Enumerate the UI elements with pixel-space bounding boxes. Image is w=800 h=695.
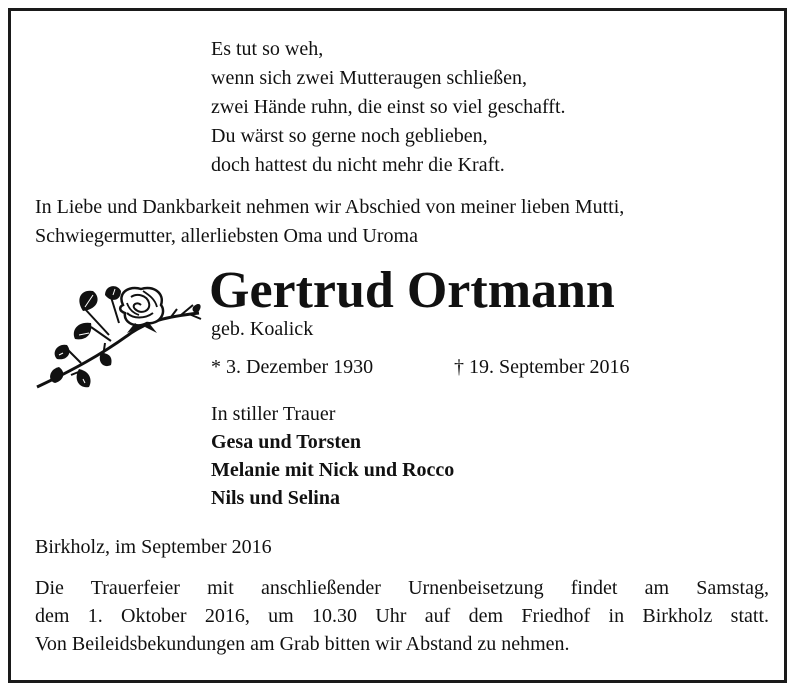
intro-line: In Liebe und Dankbarkeit nehmen wir Abschied von meiner lieben Mutti, [35,196,625,218]
maiden-name: geb. Koalick [211,318,314,340]
rose-icon [31,283,203,393]
funeral-notice [35,574,769,658]
poem-line: Es tut so weh, [211,38,324,60]
death-date: † 19. September 2016 [454,356,630,378]
mourners-block [211,400,454,512]
mourner-name: Nils und Selina [211,487,340,509]
poem-line: wenn sich zwei Mutteraugen schließen, [211,67,528,89]
notice-line: dem 1. Oktober 2016, um 10.30 Uhr auf dem Friedhof in Birkholz statt. [35,605,769,627]
memorial-poem [211,35,566,180]
notice-line: Die Trauerfeier mit anschließender Urnenbeisetzung findet am Samstag, [35,577,769,599]
mourner-name: Gesa und Torsten [211,431,362,453]
mourners-heading: In stiller Trauer [211,403,336,425]
birth-date: * 3. Dezember 1930 [211,356,374,378]
place-and-date: Birkholz, im September 2016 [35,536,272,558]
poem-line: zwei Hände ruhn, die einst so viel geschafft. [211,96,566,118]
obituary-notice [8,8,787,683]
farewell-intro [35,193,624,251]
poem-line: Du wärst so gerne noch geblieben, [211,125,488,147]
poem-line: doch hattest du nicht mehr die Kraft. [211,154,505,176]
deceased-name: Gertrud Ortmann [209,262,615,319]
intro-line: Schwiegermutter, allerliebsten Oma und Uroma [35,225,418,247]
mourner-name: Melanie mit Nick und Rocco [211,459,455,481]
notice-line: Von Beileidsbekundungen am Grab bitten wir Abstand zu nehmen. [35,633,570,655]
